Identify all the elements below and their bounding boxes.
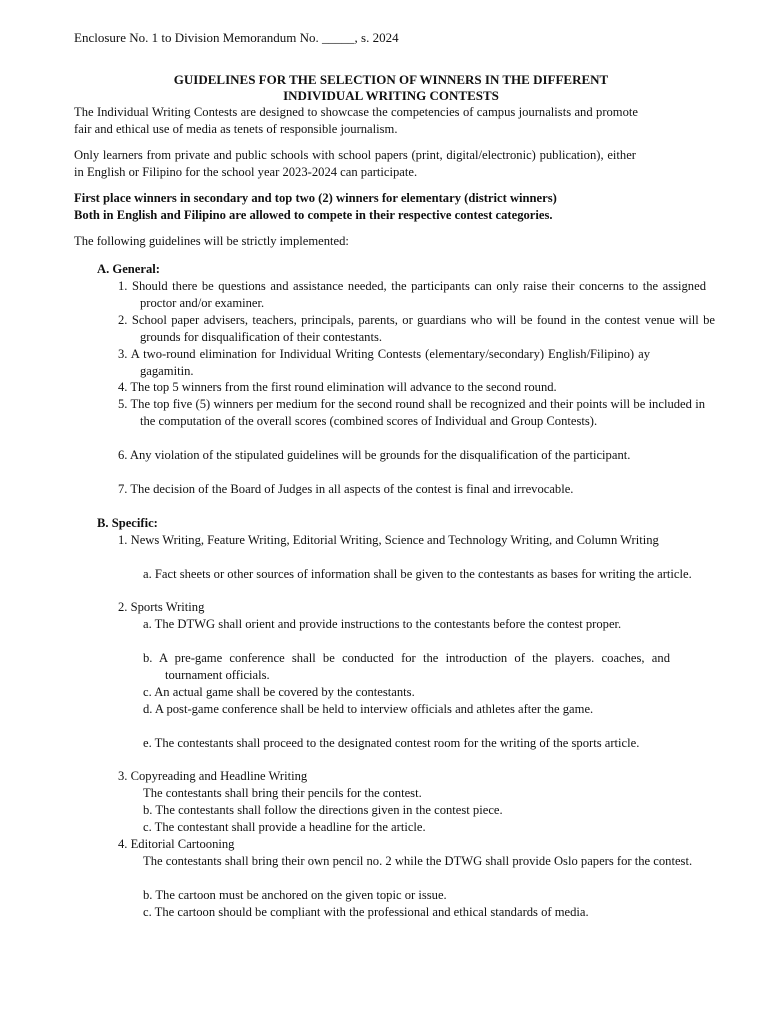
- section-general-heading: A. General:: [97, 262, 160, 276]
- general-item-4: 4. The top 5 winners from the first round elimination will advance to the second round.: [118, 380, 557, 394]
- specific-item-2d: d. A post-game conference shall be held to interview officials and athletes after the game.: [143, 702, 594, 716]
- specific-item-1a: a. Fact sheets or other sources of information shall be given to the contestants as bases for writing the article.: [143, 567, 692, 581]
- general-item-1: 1. Should there be questions and assistance needed, the participants can only raise their concerns to the assigned proctor and/or examiner.: [118, 279, 706, 310]
- winners-eligibility-line2: Both in English and Filipino are allowed to compete in their respective contest categories.: [74, 208, 553, 222]
- general-item-5: 5. The top five (5) winners per medium for the second round shall be recognized and their points will be included in the computation of the overall scores (combined scores of Individual and Group Contests).: [118, 397, 705, 428]
- document-title-line2: INDIVIDUAL WRITING CONTESTS: [283, 88, 499, 103]
- specific-item-3a: The contestants shall bring their pencils for the contest.: [143, 786, 422, 800]
- general-item-7: 7. The decision of the Board of Judges in all aspects of the contest is final and irrevocable.: [118, 482, 574, 496]
- section-specific-heading: B. Specific:: [97, 516, 158, 530]
- specific-item-2c: c. An actual game shall be covered by the contestants.: [143, 685, 415, 699]
- document-title-line1: GUIDELINES FOR THE SELECTION OF WINNERS IN THE DIFFERENT: [173, 72, 609, 87]
- guidelines-intro: The following guidelines will be strictly implemented:: [74, 234, 349, 248]
- general-item-6: 6. Any violation of the stipulated guidelines will be grounds for the disqualification of the participant.: [118, 448, 631, 462]
- specific-item-3: 3. Copyreading and Headline Writing: [118, 769, 308, 783]
- winners-eligibility-line1: First place winners in secondary and top two (2) winners for elementary (district winners): [74, 191, 557, 205]
- specific-item-2b: b. A pre-game conference shall be conducted for the introduction of the players. coaches, and tournament officials.: [143, 651, 670, 682]
- intro-paragraph: The Individual Writing Contests are designed to showcase the competencies of campus journalists and promote fair and ethical use of media as tenets of responsible journalism.: [74, 105, 638, 136]
- specific-item-3c: c. The contestant shall provide a headline for the article.: [143, 820, 426, 834]
- specific-item-3b: b. The contestants shall follow the directions given in the contest piece.: [143, 803, 503, 817]
- specific-item-4: 4. Editorial Cartooning: [118, 837, 235, 851]
- specific-item-4c: c. The cartoon should be compliant with the professional and ethical standards of media.: [143, 905, 589, 919]
- specific-item-1: 1. News Writing, Feature Writing, Editorial Writing, Science and Technology Writing, and Column Writing: [118, 533, 659, 547]
- specific-item-4a: The contestants shall bring their own pencil no. 2 while the DTWG shall provide Oslo papers for the contest.: [143, 854, 693, 868]
- general-item-3: 3. A two-round elimination for Individual Writing Contests (elementary/secondary) English/Filipino) ay gagamitin.: [118, 347, 650, 378]
- eligibility-paragraph: Only learners from private and public schools with school papers (print, digital/electronic) publication), either in English or Filipino for the school year 2023-2024 can participate.: [74, 148, 636, 179]
- enclosure-header: Enclosure No. 1 to Division Memorandum No. _____, s. 2024: [74, 30, 399, 45]
- specific-item-4b: b. The cartoon must be anchored on the given topic or issue.: [143, 888, 447, 902]
- general-item-2: 2. School paper advisers, teachers, principals, parents, or guardians who will be found in the contest venue will be grounds for disqualification of their contestants.: [118, 313, 715, 344]
- specific-item-2: 2. Sports Writing: [118, 600, 205, 614]
- specific-item-2a: a. The DTWG shall orient and provide instructions to the contestants before the contest proper.: [143, 617, 622, 631]
- specific-item-2e: e. The contestants shall proceed to the designated contest room for the writing of the sports article.: [143, 736, 640, 750]
